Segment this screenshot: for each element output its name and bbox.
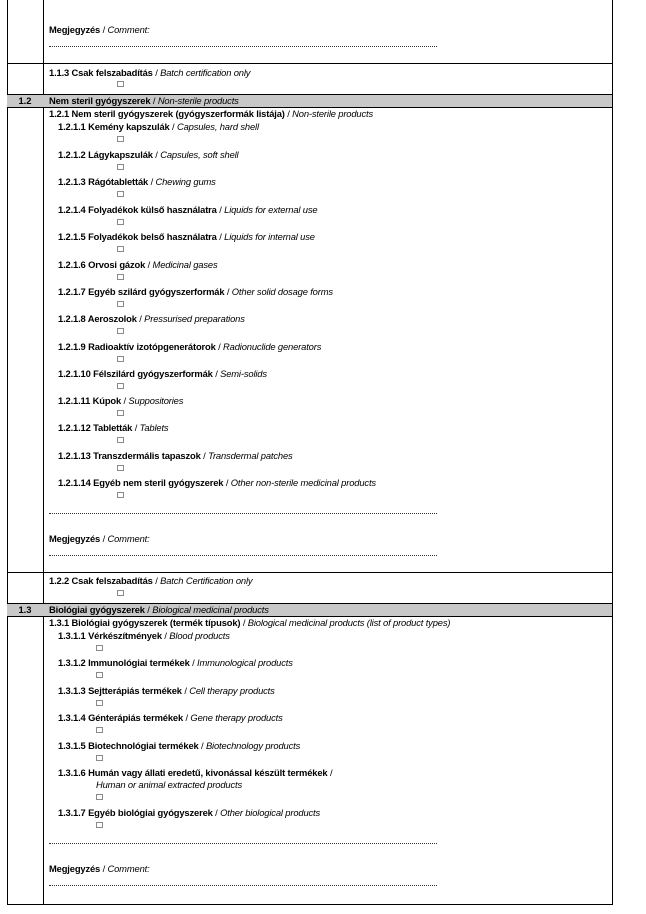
item-1-2-1-1: 1.2.1.1 Kemény kapszulák / Capsules, hard shell	[58, 121, 259, 132]
item-1-3-1-5: 1.3.1.5 Biotechnológiai termékek / Biotechnology products	[58, 740, 301, 751]
item-1-2-1-10: 1.2.1.10 Félszilárd gyógyszerformák / Semi-solids	[58, 368, 267, 379]
entry-line[interactable]	[49, 843, 437, 844]
checkbox[interactable]	[117, 164, 124, 170]
item-1-3-1-6-english: Human or animal extracted products	[96, 779, 243, 790]
comment-label: Megjegyzés / Comment:	[49, 863, 150, 874]
checkbox[interactable]	[117, 383, 124, 389]
checkbox[interactable]	[96, 645, 103, 651]
checkbox[interactable]	[117, 136, 124, 142]
checkbox[interactable]	[117, 81, 124, 87]
checkbox[interactable]	[117, 437, 124, 443]
item-1-3-1-4: 1.3.1.4 Génterápiás termékek / Gene therapy products	[58, 712, 283, 723]
checkbox[interactable]	[96, 727, 103, 733]
item-1-3-1-1: 1.3.1.1 Vérkészítmények / Blood products	[58, 630, 230, 641]
item-1-2-1-6: 1.2.1.6 Orvosi gázok / Medicinal gases	[58, 259, 218, 270]
item-1-2-1-8: 1.2.1.8 Aeroszolok / Pressurised preparations	[58, 313, 245, 324]
row-divider	[7, 572, 612, 573]
item-1-2-1-11: 1.2.1.11 Kúpok / Suppositories	[58, 395, 184, 406]
checkbox[interactable]	[117, 246, 124, 252]
item-1-2-1-2: 1.2.1.2 Lágykapszulák / Capsules, soft shell	[58, 149, 239, 160]
checkbox[interactable]	[117, 590, 124, 596]
item-1-2-1-4: 1.2.1.4 Folyadékok külső használatra / Liquids for external use	[58, 204, 318, 215]
item-1-2-1-3: 1.2.1.3 Rágótabletták / Chewing gums	[58, 176, 216, 187]
checkbox[interactable]	[117, 492, 124, 498]
table-right-border	[612, 0, 613, 905]
comment-label: Megjegyzés / Comment:	[49, 24, 150, 35]
checkbox[interactable]	[117, 301, 124, 307]
item-1-2-1-7: 1.2.1.7 Egyéb szilárd gyógyszerformák / Other solid dosage forms	[58, 286, 333, 297]
item-1-3-1-6: 1.3.1.6 Humán vagy állati eredetű, kivonással készült termékek /	[58, 767, 333, 778]
checkbox[interactable]	[96, 700, 103, 706]
checkbox[interactable]	[117, 410, 124, 416]
section-number: 1.3	[18, 604, 32, 615]
subsection-heading-1-3-1: 1.3.1 Biológiai gyógyszerek (termék típusok) / Biological medicinal products (list of product types)	[49, 617, 451, 628]
comment-line[interactable]	[49, 885, 437, 886]
item-1-2-1-5: 1.2.1.5 Folyadékok belső használatra / Liquids for internal use	[58, 231, 315, 242]
checkbox[interactable]	[96, 822, 103, 828]
checkbox[interactable]	[117, 274, 124, 280]
table-left-border	[7, 0, 8, 905]
table-bottom-border	[7, 904, 612, 905]
entry-line[interactable]	[49, 513, 437, 514]
comment-line[interactable]	[49, 555, 437, 556]
number-column-divider	[43, 0, 44, 905]
item-1-3-1-7: 1.3.1.7 Egyéb biológiai gyógyszerek / Other biological products	[58, 807, 321, 818]
item-1-2-1-12: 1.2.1.12 Tabletták / Tablets	[58, 422, 169, 433]
item-1-2-1-13: 1.2.1.13 Transzdermális tapaszok / Transdermal patches	[58, 450, 293, 461]
section-heading-1-3: Biológiai gyógyszerek / Biological medicinal products	[49, 604, 269, 615]
item-1-3-1-3: 1.3.1.3 Sejtterápiás termékek / Cell therapy products	[58, 685, 275, 696]
checkbox[interactable]	[117, 191, 124, 197]
row-divider	[7, 63, 612, 64]
subsection-heading-1-2-1: 1.2.1 Nem steril gyógyszerek (gyógyszerformák listája) / Non-sterile products	[49, 108, 374, 119]
checkbox[interactable]	[117, 219, 124, 225]
item-1-1-3: 1.1.3 Csak felszabadítás / Batch certification only	[49, 67, 251, 78]
checkbox[interactable]	[117, 465, 124, 471]
comment-label: Megjegyzés / Comment:	[49, 533, 150, 544]
item-1-3-1-2: 1.3.1.2 Immunológiai termékek / Immunological products	[58, 657, 293, 668]
item-1-2-2: 1.2.2 Csak felszabadítás / Batch Certification only	[49, 575, 253, 586]
section-number: 1.2	[18, 95, 32, 106]
item-1-2-1-9: 1.2.1.9 Radioaktív izotópgenerátorok / Radionuclide generators	[58, 341, 322, 352]
checkbox[interactable]	[96, 672, 103, 678]
section-heading-1-2: Nem steril gyógyszerek / Non-sterile products	[49, 95, 239, 106]
comment-line[interactable]	[49, 46, 437, 47]
item-1-2-1-14: 1.2.1.14 Egyéb nem steril gyógyszerek / Other non-sterile medicinal products	[58, 477, 376, 488]
checkbox[interactable]	[96, 755, 103, 761]
checkbox[interactable]	[117, 328, 124, 334]
checkbox[interactable]	[117, 356, 124, 362]
checkbox[interactable]	[96, 794, 103, 800]
